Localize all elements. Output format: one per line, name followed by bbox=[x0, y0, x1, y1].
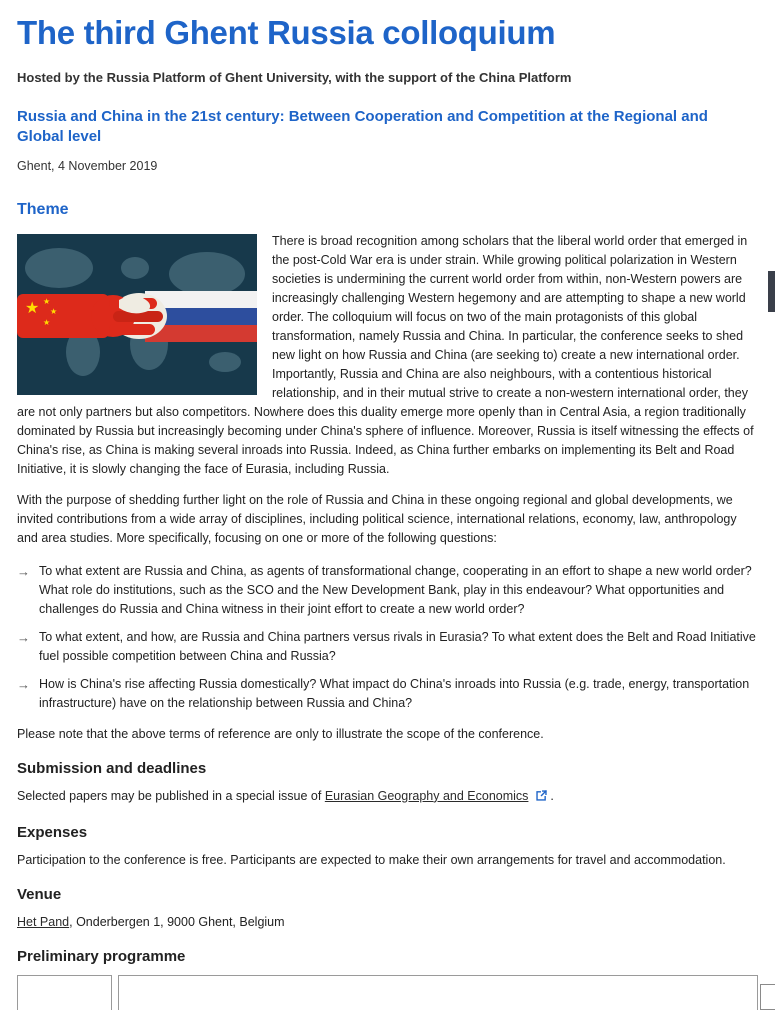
page-title: The third Ghent Russia colloquium bbox=[17, 14, 556, 51]
list-item bbox=[17, 628, 758, 666]
section-heading-venue: Venue bbox=[17, 885, 62, 903]
list-item-text: How is China's rise affecting Russia domestically? What impact do China's inroads into Russia (e.g. trade, energy, transportation infrastructure) have on the relationship between Russia and China? bbox=[39, 676, 750, 710]
section-heading-expenses: Expenses bbox=[17, 823, 88, 841]
section-heading-theme: Theme bbox=[17, 200, 69, 218]
svg-text:★: ★ bbox=[50, 306, 58, 316]
arrow-right-icon: → bbox=[17, 629, 30, 645]
venue-address: , Onderbergen 1, 9000 Ghent, Belgium bbox=[69, 914, 285, 929]
list-item bbox=[17, 675, 758, 713]
venue-text bbox=[17, 913, 758, 932]
arrow-right-icon: → bbox=[17, 563, 30, 579]
theme-section bbox=[17, 232, 758, 744]
corner-widget[interactable] bbox=[760, 984, 775, 1010]
main-content bbox=[17, 14, 758, 1010]
submission-text-before-link: Selected papers may be published in a special issue of bbox=[17, 788, 325, 803]
page-subtitle: Hosted by the Russia Platform of Ghent University, with the support of the China Platform bbox=[17, 69, 572, 85]
list-item-text: To what extent, and how, are Russia and China partners versus rivals in Eurasia? To what extent does the Belt and Road Initiative fuel possible competition between China and Russia? bbox=[39, 629, 756, 663]
programme-table bbox=[17, 975, 758, 1010]
submission-text-after-link: . bbox=[550, 788, 554, 803]
arrow-right-icon: → bbox=[17, 676, 30, 692]
section-heading-submission: Submission and deadlines bbox=[17, 759, 207, 777]
svg-text:★: ★ bbox=[25, 299, 40, 317]
svg-text:★: ★ bbox=[43, 317, 51, 327]
list-item bbox=[17, 562, 758, 619]
theme-paragraph-1: There is broad recognition among scholars that the liberal world order that emerged in the post-Cold War era is under strain. While growing political polarization in Western societies is undermining the current world order from within, non-Western powers are increasingly challenging Western hegemony and are attempting to shape a new world order. The colloquium will focus on two of the main protagonists of this global transformation, namely Russia and China. In particular, the conference seeks to shed new light on how Russia and China (are seeking to) create a new international order. Importantly, Russia and China are also neighbours, with a contentious historical relationship, and in their mutual strive to create a non-western international order, they are not only partners but also competitors. Nowhere does this duality emerge more openly than in Central Asia, a region traditionally dominated by Russia but increasingly becoming under China's sphere of influence. Moreover, Russia is itself witnessing the effects of China's rise, as China is making several inroads into Russia. Indeed, as China further embarks on implementing its Belt and Road Initiative, it is slowly changing the face of Eurasia, including Russia. bbox=[17, 233, 754, 476]
journal-link[interactable]: Eurasian Geography and Economics bbox=[324, 788, 529, 803]
programme-table-detail-column bbox=[118, 975, 758, 1010]
handshake-image bbox=[17, 234, 257, 395]
theme-questions-list bbox=[17, 562, 758, 713]
event-date: Ghent, 4 November 2019 bbox=[17, 158, 158, 173]
scrollbar-thumb[interactable] bbox=[768, 271, 775, 312]
submission-text bbox=[17, 787, 758, 808]
theme-paragraph-2: With the purpose of shedding further light on the role of Russia and China in these ongoing regional and global developments, we invited contributions from a wide array of disciplines, including political science, international relations, economy, law, anthropology and area studies. More specifically, focusing on one or more of the following questions: bbox=[17, 492, 737, 545]
section-heading-programme: Preliminary programme bbox=[17, 947, 186, 965]
expenses-text: Participation to the conference is free. Participants are expected to make their own arrangements for travel and accommodation. bbox=[17, 852, 726, 867]
theme-note: Please note that the above terms of reference are only to illustrate the scope of the conference. bbox=[17, 726, 544, 741]
external-link-icon[interactable] bbox=[535, 789, 548, 808]
venue-link[interactable]: Het Pand bbox=[17, 914, 70, 929]
svg-text:★: ★ bbox=[43, 296, 51, 306]
event-title: Russia and China in the 21st century: Between Cooperation and Competition at the Regional and Global level bbox=[17, 107, 708, 145]
list-item-text: To what extent are Russia and China, as agents of transformational change, cooperating in an effort to shape a new world order? What role do institutions, such as the SCO and the New Development Bank, play in this endeavour? What opportunities and challenges do Russia and China witness in their joint effort to create a new world order? bbox=[39, 563, 752, 616]
programme-table-time-column bbox=[17, 975, 112, 1010]
